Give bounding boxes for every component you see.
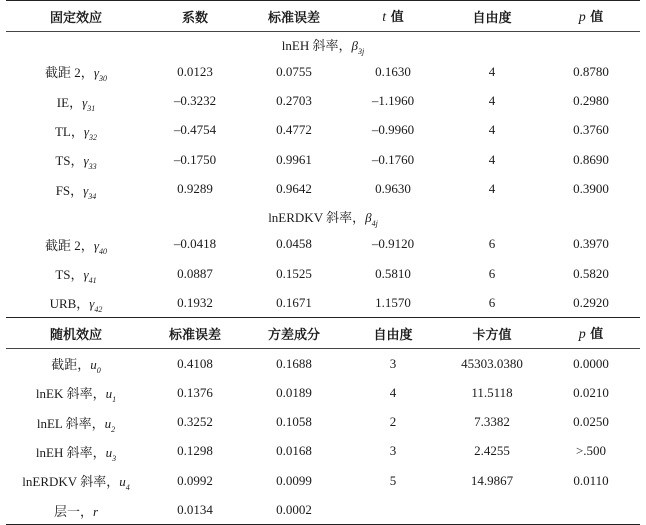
table-row: [6, 437, 640, 466]
label-symbol: γ: [89, 296, 95, 312]
label-subscript: 0: [96, 366, 101, 376]
header-p-symbol: p: [578, 10, 586, 25]
label-symbol: γ: [83, 123, 89, 139]
cell-standard-error: 0.1525: [276, 265, 312, 281]
cell-df: 3: [389, 443, 397, 459]
cell-p-value: [542, 496, 640, 525]
fixed-effects-header-row: [6, 1, 640, 32]
cell-df: 4: [488, 151, 496, 167]
header-degrees-of-freedom: 自由度: [344, 318, 442, 349]
cell-chi-square: 2.4255: [474, 443, 510, 459]
header-random-effects: 随机效应: [6, 318, 146, 349]
label-subscript: 32: [89, 132, 97, 142]
cell-standard-deviation: 0.3252: [177, 414, 213, 430]
label-subscript: 30: [98, 74, 107, 84]
label-text: FS，: [55, 182, 84, 198]
label-text: TS，: [55, 153, 84, 169]
label-text: 截距 2，: [45, 65, 94, 81]
cell-p-value: 0.5820: [573, 265, 609, 281]
cell-chi-square: 14.9867: [470, 472, 514, 488]
label-symbol: u: [105, 444, 113, 460]
cell-t-value: –0.9120: [371, 236, 415, 252]
statistics-table: [6, 0, 640, 525]
cell-t-value: 1.1570: [344, 288, 442, 317]
cell-standard-error: 0.9961: [276, 151, 312, 167]
section-label: [6, 204, 640, 230]
table-row: [6, 496, 640, 525]
section-subscript: 4j: [371, 219, 378, 229]
section-lneh-slope: [6, 32, 640, 58]
section-label: [6, 32, 640, 58]
table-row: [6, 466, 640, 495]
label-text: lnERDKV 斜率，: [22, 474, 120, 490]
section-subscript: 3j: [357, 47, 365, 56]
label-text: lnEH 斜率，: [35, 444, 106, 460]
cell-df: 4: [488, 63, 496, 79]
table-row: [6, 407, 640, 436]
label-text: TL，: [54, 123, 84, 139]
cell-coefficient: 0.0123: [177, 63, 213, 79]
cell-standard-error: 0.4772: [276, 122, 312, 138]
cell-chi-square: [442, 496, 542, 525]
header-t-symbol: t: [382, 10, 387, 25]
label-subscript: 2: [111, 424, 116, 434]
cell-t-value: –0.1760: [371, 151, 415, 167]
header-p-text: 值: [585, 10, 604, 25]
label-text: lnEL 斜率，: [36, 415, 105, 431]
cell-df: [344, 496, 442, 525]
cell-p-value: 0.8690: [573, 151, 609, 167]
cell-p-value: 0.0110: [573, 472, 609, 488]
cell-standard-error: 0.0755: [276, 63, 312, 79]
table-row: [6, 145, 640, 174]
cell-chi-square: 45303.0380: [461, 355, 523, 371]
cell-standard-error: 0.0458: [276, 236, 312, 252]
cell-standard-error: 0.2703: [276, 93, 312, 109]
label-subscript: 34: [88, 191, 97, 201]
header-degrees-of-freedom: 自由度: [442, 1, 542, 32]
row-label: [6, 496, 146, 525]
cell-df: 3: [389, 355, 397, 371]
cell-t-value: 0.9630: [375, 181, 411, 197]
cell-coefficient: –0.0418: [173, 236, 217, 252]
cell-t-value: 0.1630: [375, 63, 411, 79]
cell-standard-error: 0.9642: [276, 181, 312, 197]
cell-standard-error: 0.1671: [244, 288, 344, 317]
cell-variance: 0.0099: [276, 472, 312, 488]
label-symbol: γ: [83, 267, 89, 283]
label-symbol: γ: [83, 182, 89, 198]
label-subscript: 42: [94, 305, 103, 315]
cell-coefficient: –0.3232: [173, 93, 217, 109]
label-text: lnEK 斜率，: [35, 386, 106, 402]
cell-t-value: 0.5810: [375, 265, 411, 281]
cell-p-value: 0.3970: [573, 236, 609, 252]
cell-standard-deviation: 0.1298: [177, 443, 213, 459]
cell-p-value: 0.0210: [573, 384, 609, 400]
label-text: 截距，: [51, 357, 91, 373]
cell-p-value: 0.2920: [542, 288, 640, 317]
header-standard-deviation: 标准误差: [146, 318, 244, 349]
table-row: [6, 86, 640, 115]
row-label: [6, 116, 146, 145]
cell-t-value: –0.9960: [371, 122, 415, 138]
section-lnerdkv-slope: [6, 204, 640, 230]
label-symbol: r: [92, 503, 99, 519]
cell-chi-square: 11.5118: [471, 384, 513, 400]
cell-variance: 0.0002: [244, 496, 344, 525]
label-subscript: 31: [87, 103, 96, 113]
row-label: [6, 229, 146, 258]
label-text: TS，: [55, 267, 84, 283]
header-p-value: [542, 318, 640, 349]
header-t-text: 值: [386, 10, 404, 25]
table-row: [6, 349, 640, 378]
row-label: [6, 57, 146, 86]
row-label: [6, 349, 146, 378]
cell-df: 4: [488, 122, 496, 138]
label-text: 层一，: [53, 503, 93, 519]
header-chi-square: 卡方值: [442, 318, 542, 349]
cell-standard-deviation: 0.1376: [177, 384, 213, 400]
row-label: [6, 407, 146, 436]
row-label: [6, 437, 146, 466]
label-subscript: 4: [125, 483, 130, 493]
cell-standard-deviation: 0.0992: [177, 472, 213, 488]
header-t-value: [344, 1, 442, 32]
section-symbol: β: [351, 38, 358, 53]
row-label: [6, 378, 146, 407]
table-row: [6, 259, 640, 288]
label-text: IE，: [56, 94, 83, 110]
cell-variance: 0.1688: [276, 355, 312, 371]
label-text: URB，: [49, 296, 90, 312]
label-subscript: 1: [112, 395, 117, 405]
table-row: [6, 116, 640, 145]
header-fixed-effects: 固定效应: [6, 1, 146, 32]
table-row: [6, 175, 640, 204]
cell-t-value: –1.1960: [371, 93, 415, 109]
cell-variance: 0.0168: [276, 443, 312, 459]
cell-coefficient: 0.0887: [177, 265, 213, 281]
row-label: [6, 466, 146, 495]
cell-chi-square: 7.3382: [474, 414, 510, 430]
cell-coefficient: –0.1750: [173, 151, 217, 167]
section-text: lnEH 斜率，: [281, 38, 352, 53]
row-label: [6, 86, 146, 115]
cell-variance: 0.0189: [276, 384, 312, 400]
cell-df: 4: [389, 384, 397, 400]
cell-df: 6: [488, 265, 496, 281]
label-symbol: γ: [93, 65, 99, 81]
cell-df: 4: [488, 181, 496, 197]
section-symbol: β: [365, 210, 372, 226]
table-row: [6, 57, 640, 86]
cell-df: 2: [389, 414, 397, 430]
cell-df: 5: [389, 472, 397, 488]
label-symbol: u: [104, 415, 112, 431]
label-symbol: γ: [83, 153, 89, 169]
label-subscript: 40: [98, 246, 107, 256]
label-symbol: γ: [93, 237, 99, 253]
header-variance-component: 方差成分: [244, 318, 344, 349]
cell-coefficient: –0.4754: [173, 122, 217, 138]
random-effects-header-row: [6, 318, 640, 349]
label-symbol: u: [105, 386, 113, 402]
label-symbol: γ: [82, 94, 88, 110]
cell-p-value: >.500: [575, 443, 607, 459]
cell-variance: 0.1058: [276, 414, 312, 430]
label-subscript: 3: [112, 453, 117, 463]
cell-coefficient: 0.1932: [146, 288, 244, 317]
cell-coefficient: 0.9289: [177, 181, 213, 197]
cell-p-value: 0.3760: [573, 122, 609, 138]
cell-p-value: 0.8780: [573, 63, 609, 79]
cell-df: 4: [488, 93, 496, 109]
cell-standard-deviation: 0.0134: [146, 496, 244, 525]
cell-standard-deviation: 0.4108: [177, 355, 213, 371]
cell-p-value: 0.3900: [573, 181, 609, 197]
cell-p-value: 0.0000: [573, 355, 609, 371]
section-text: lnERDKV 斜率，: [268, 210, 366, 226]
table-row: [6, 378, 640, 407]
row-label: [6, 288, 146, 317]
row-label: [6, 259, 146, 288]
row-label: [6, 175, 146, 204]
header-standard-error: 标准误差: [244, 1, 344, 32]
label-symbol: u: [119, 474, 126, 490]
table-row: [6, 288, 640, 317]
header-p-text: 值: [585, 327, 604, 343]
cell-df: 6: [442, 288, 542, 317]
header-p-value: [542, 1, 640, 32]
cell-df: 6: [488, 236, 496, 252]
header-coefficient: 系数: [146, 1, 244, 32]
row-label: [6, 145, 146, 174]
cell-p-value: 0.2980: [573, 93, 609, 109]
cell-p-value: 0.0250: [573, 414, 609, 430]
header-p-symbol: p: [578, 327, 586, 343]
table-row: [6, 229, 640, 258]
label-subscript: 41: [88, 276, 97, 286]
label-text: 截距 2，: [45, 237, 94, 253]
label-symbol: u: [90, 357, 97, 373]
label-subscript: 33: [88, 162, 97, 172]
